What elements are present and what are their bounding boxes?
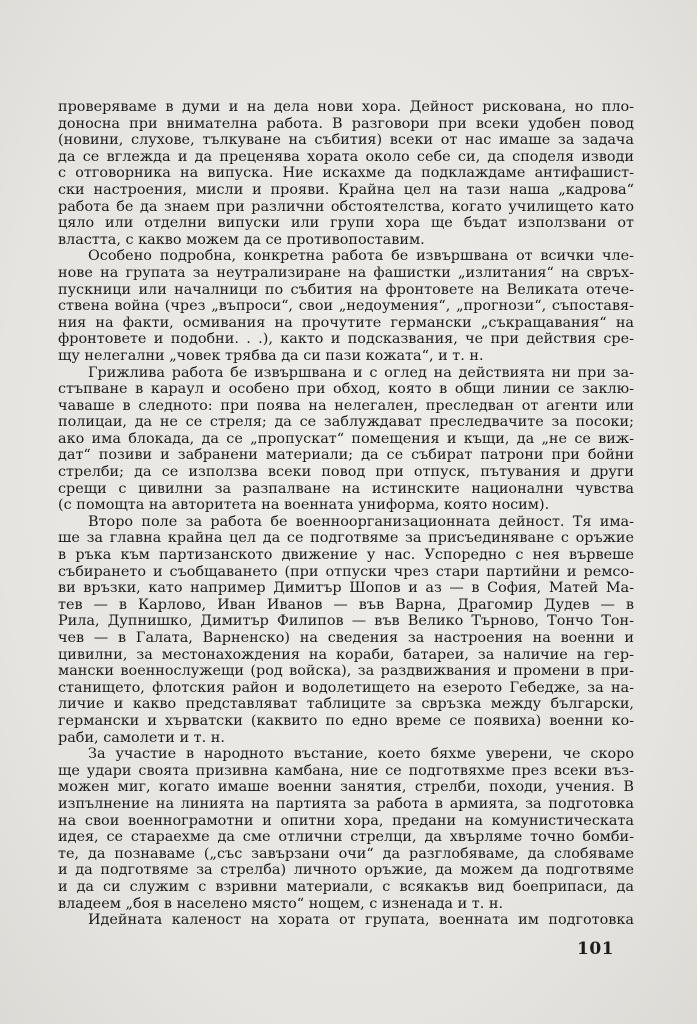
text-line: мански военнослужещи (род войска), за раздвижвания и промени в при- [58, 663, 634, 680]
text-line: стъпване в караул и особено при обход, която в общи линии се заклю- [58, 381, 634, 398]
text-line: проверяваме в думи и на дела нови хора. Дейност рискована, но пло- [58, 99, 634, 115]
text-line: владеем „боя в населено място“ нощем, с изненада и т. н. [58, 895, 504, 912]
body-text [58, 99, 634, 929]
text-line: срещи с цивилни за разпалване на истинските национални чувства [58, 480, 634, 497]
text-line: пускници или началници по събития на фронтовете на Великата отече- [58, 281, 634, 298]
text-line: Второ поле за работа бе военноорганизационната дейност. Тя има- [88, 513, 634, 530]
paragraph [58, 248, 634, 364]
text-line: щу нелегални „човек трябва да си пази кожата“, и т. н. [58, 347, 484, 364]
text-line: Идейната каленост на хората от групата, военната им подготовка [88, 912, 634, 929]
text-line: дат“ позиви и забранени материали; да се събират патрони при бойни [58, 447, 634, 464]
text-line: станището, флотския район и водолетището на езерото Гебедже, за на- [58, 679, 634, 696]
text-line: да се вглежда и да преценява хората около себе си, да споделя изводи [58, 148, 634, 165]
text-line: ше за главна крайна цел да се подготвяме за присъединяване с оръжие [58, 530, 634, 547]
text-line: Рила, Дупнишко, Димитър Филипов — във Велико Търново, Тончо Тон- [58, 613, 634, 630]
text-line: цяло или отделни випуски или групи хора ще бъдат използвани от [58, 215, 634, 232]
text-line: работа бе да знаем при различни обстоятелства, когато училището като [58, 198, 634, 215]
paragraph [58, 365, 634, 514]
text-line: стрелби; да се използва всеки повод при отпуск, пътувания и други [58, 464, 634, 481]
text-line: чев — в Галата, Варненско) на сведения за настроения на военни и [58, 630, 634, 646]
page-number: 101 [577, 939, 614, 959]
text-line: можен миг, когато имаше военни занятия, стрелби, походи, учения. В [58, 779, 634, 796]
text-line: личие и какво представляват таблиците за свръзка между български, [58, 696, 634, 713]
text-line: чаваше в следното: при поява на нелегален, преследван от агенти или [58, 397, 634, 414]
text-line: ви връзки, като например Димитър Шопов и аз — в София, Матей Ма- [58, 580, 634, 597]
text-line: Грижлива работа бе извършвана и с оглед на действията ни при за- [88, 364, 634, 381]
text-line: фронтовете и подобни. . .), както и подсказвания, че при действия сре- [58, 331, 634, 348]
text-line: нове на групата за неутрализиране на фашистки „излитания“ на свръх- [58, 264, 634, 281]
paragraph [58, 912, 634, 929]
text-line: германски и хърватски (каквито по едно време се появиха) военни ко- [58, 712, 634, 729]
text-line: Особено подробна, конкретна работа бе извършвана от всички чле- [88, 248, 634, 265]
text-line: цивилни, за местонахождения на кораби, батареи, за наличие на гер- [58, 646, 634, 663]
text-line: тев — в Карлово, Иван Иванов — във Варна, Драгомир Дудев — в [58, 596, 634, 613]
text-line: ски настроения, мисли и прояви. Крайна цел на тази наша „кадрова“ [58, 181, 634, 198]
text-line: ще удари своята призивна камбана, ние се подготвяхме през всеки въз- [58, 762, 634, 779]
text-line: и да си служим с взривни материали, с всякакъв вид боеприпаси, да [58, 878, 634, 895]
paragraph [58, 99, 634, 248]
text-line: раби, самолети и т. н. [58, 729, 225, 746]
paragraph [58, 514, 634, 746]
text-line: За участие в народното въстание, което бяхме уверени, че скоро [88, 746, 634, 763]
text-line: на свои военнограмотни и опитни хора, предани на комунистическата [58, 812, 634, 829]
text-line: събирането и съобщаването (при отпуски чрез стари партийни и ремсо- [58, 563, 634, 580]
text-line: полицаи, да не се стреля; да се заблуждават преследвачите за посоки; [58, 414, 634, 431]
text-line: с отговорника на випуска. Ние искахме да подклаждаме антифашист- [58, 165, 634, 182]
text-line: (с помощта на авторитета на военната униформа, която носим). [58, 497, 550, 514]
text-line: властта, с какво можем да се противопоставим. [58, 231, 425, 248]
text-line: изпълнение на линията на партията за работа в армията, за подготовка [58, 795, 634, 812]
text-line: (новини, слухове, тълкуване на събития) всеки от нас имаше за задача [58, 132, 634, 149]
text-line: и да подготвяме за стрелба) личното оръжие, да можем да подготвяме [58, 862, 634, 879]
text-line: ако има блокада, да се „пропускат“ помещения и къщи, да „не се виж- [58, 430, 634, 447]
text-line: ствена война (чрез „въпроси“, свои „недоумения“, „прогнози“, съпоставя- [58, 298, 634, 315]
text-line: идея, се стараехме да сме отлични стрелци, да хвърляме точно бомби- [58, 829, 634, 846]
text-line: ния на факти, осмивания на прочутите германски „съкращавания“ на [58, 314, 634, 331]
paragraph [58, 746, 634, 912]
text-line: в ръка към партизанското движение у нас. Успоредно с нея вървеше [58, 547, 634, 564]
text-line: те, да познаваме („със завързани очи“ да разглобяваме, да слобяваме [58, 845, 634, 862]
text-line: доносна при внимателна работа. В разговори при всеки удобен повод [58, 115, 634, 132]
